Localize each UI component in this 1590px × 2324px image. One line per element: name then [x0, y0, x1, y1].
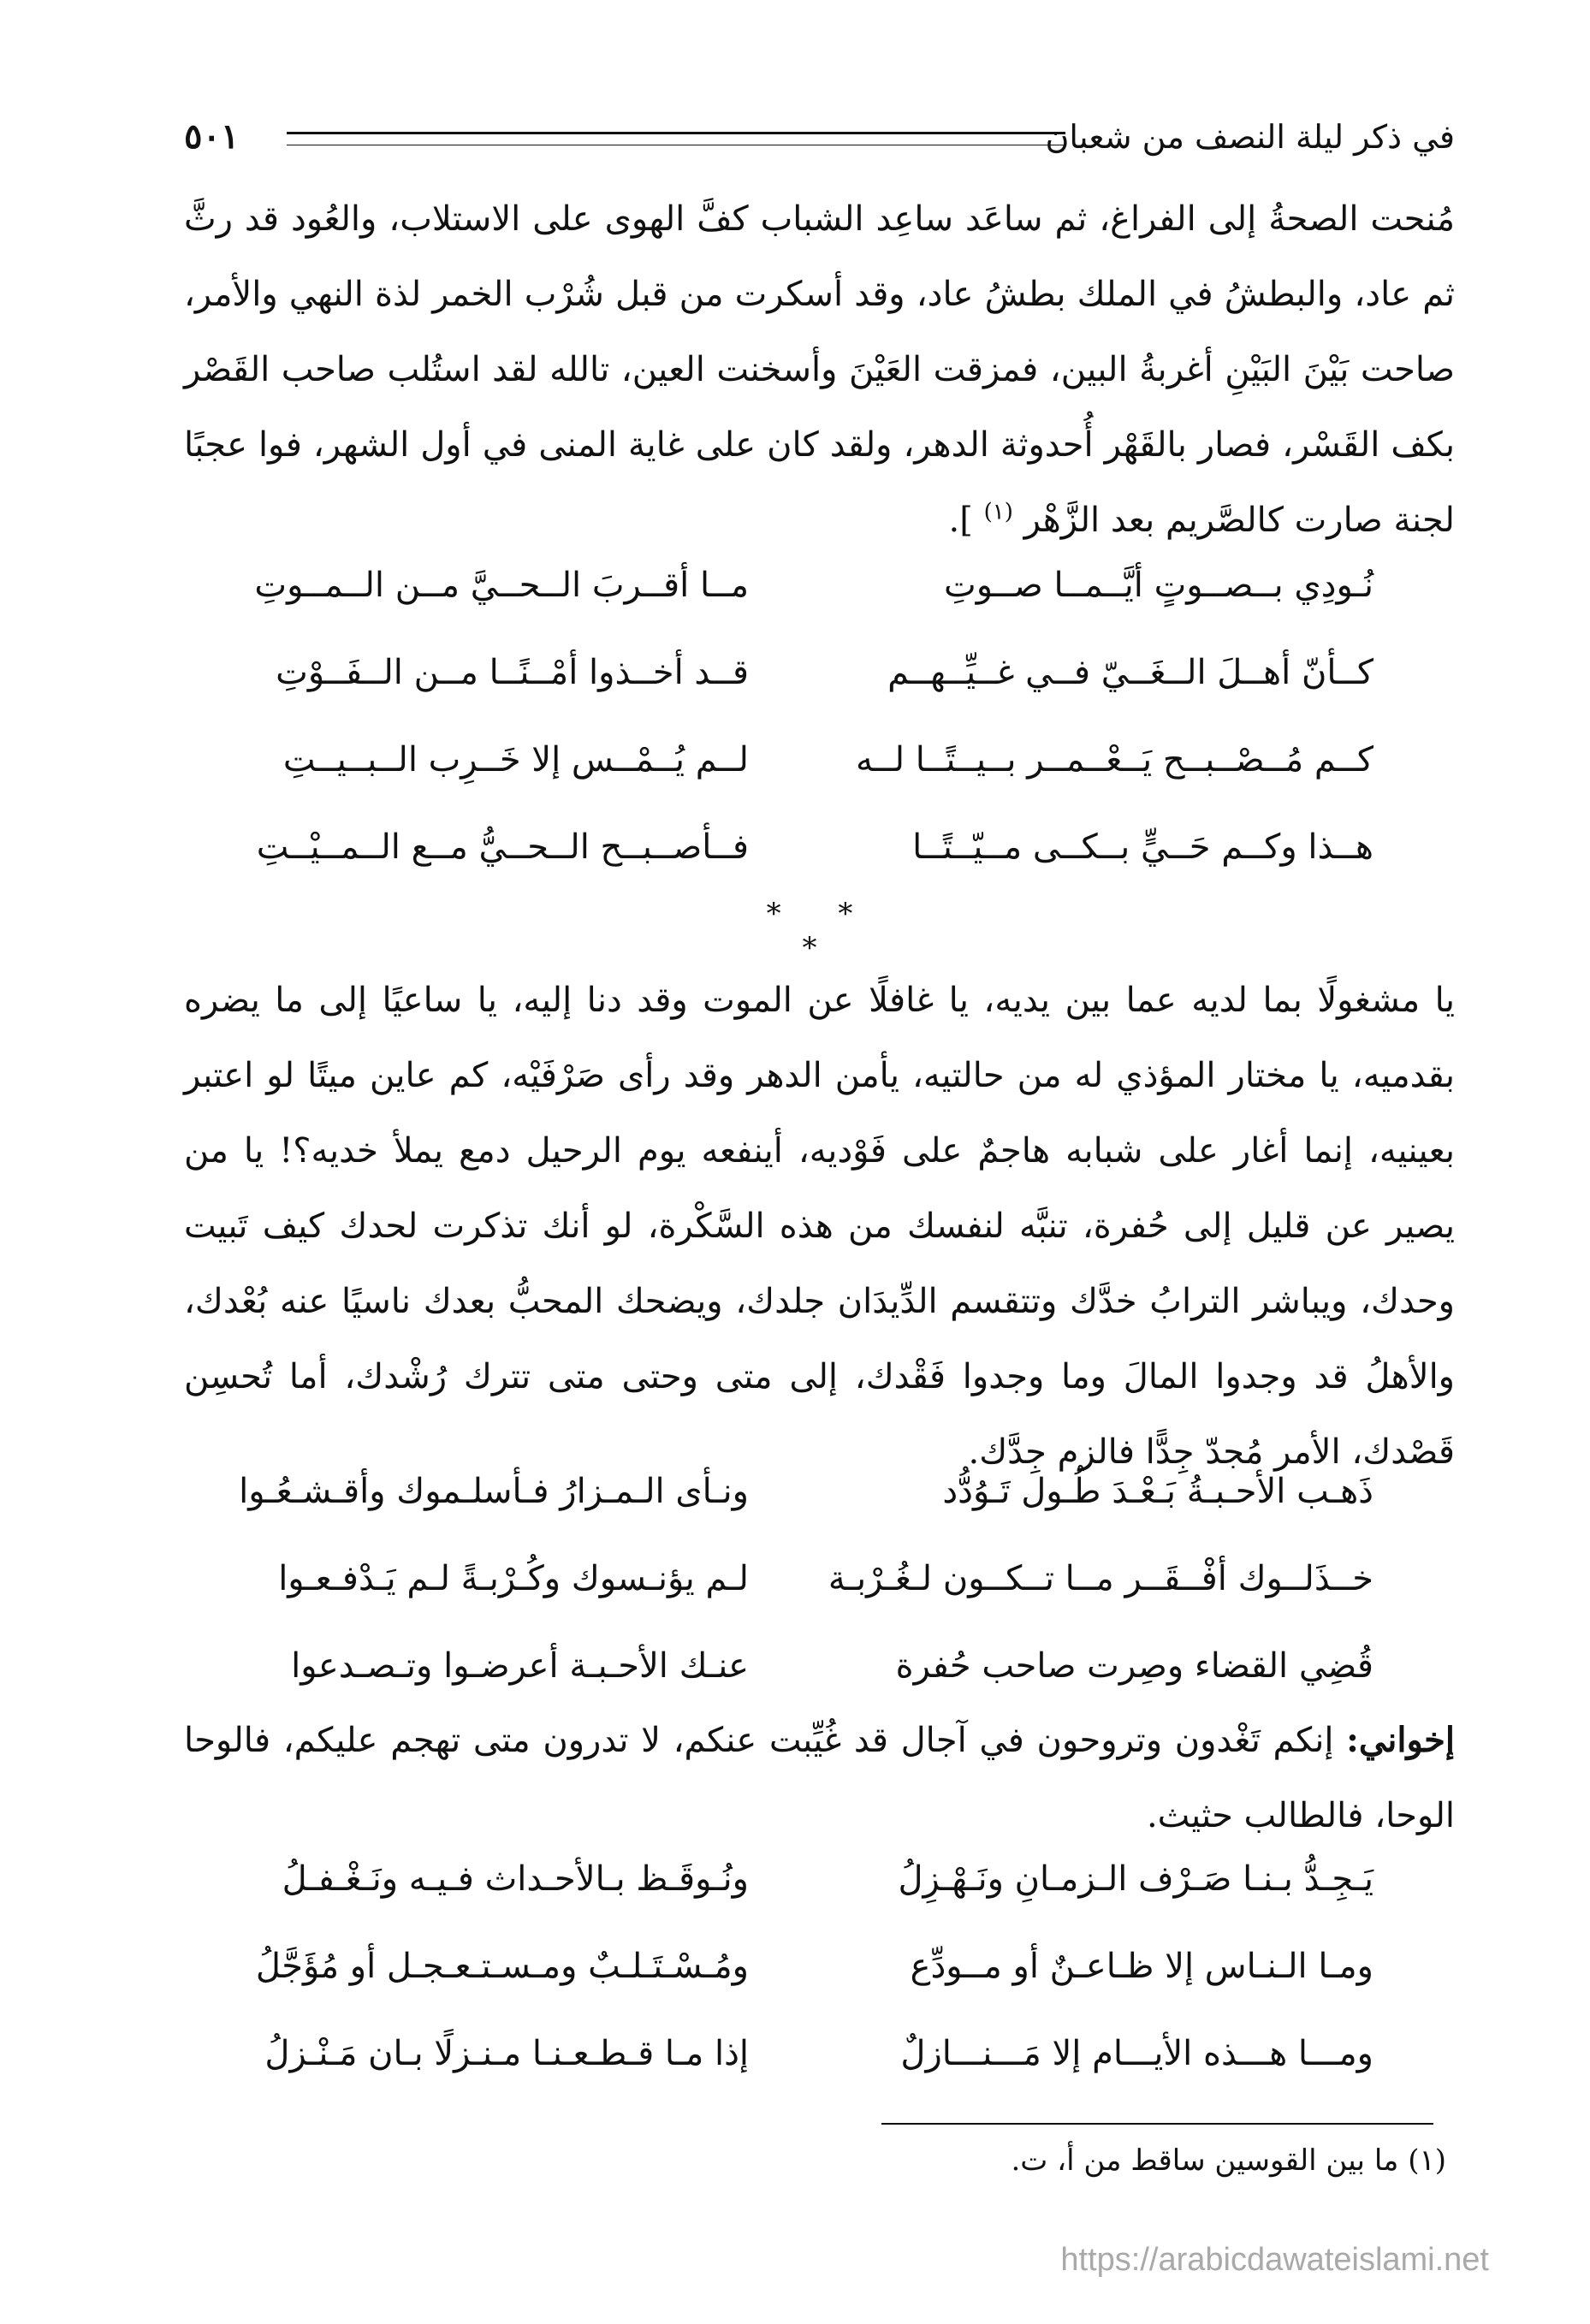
footnote: (١) ما بين القوسين ساقط من أ، ت.	[1011, 2143, 1446, 2178]
first-hemistich: خــذَلــوك أفْــقَــر مــا تــكــون لـغُـرْبـة	[828, 1559, 1373, 1598]
verse-line	[184, 637, 1455, 725]
paragraph-2	[184, 963, 1455, 1490]
verse-line	[184, 1456, 1455, 1544]
header-rule	[287, 132, 1065, 145]
section-separator: * * *	[766, 897, 877, 965]
footnote-rule	[881, 2123, 1433, 2125]
poem-3	[184, 1844, 1455, 2106]
verse-line	[184, 1544, 1455, 1631]
second-hemistich: ونـأى الـمـزارُ فـأسلـموك وأقـشـعُـوا	[239, 1472, 749, 1511]
first-hemistich: هــذا وكــم حَــيٍّ بــكــى مــيّــتًــا	[912, 827, 1373, 867]
paragraph-1-text: مُنحت الصحةُ إلى الفراغ، ثم ساعَد ساعِد الشباب كفَّ الهوى على الاستلاب، والعُود قد رثَّ ثم عاد، والبطشُ في الملك بطشُ عاد، وقد أسكرت من قبل شُرْب الخمر لذة النهي والأمر، صاحت بَيْنَ البَيْنِ أغربةُ البين، فمزقت العَيْنَ وأسخنت العين، تالله لقد استُلب صاحب القَصْر بكف القَسْر، فصار بالقَهْر أُحدوثة الدهر، ولقد كان على غاية المنى في أول الشهر، فوا عجبًا لجنة صارت كالصَّريم بعد الزَّهْر	[184, 199, 1455, 540]
first-hemistich: ذَهـب الأحـبـةُ بَـعْـدَ طُـول تَـوُدُّد	[942, 1472, 1373, 1511]
verse-line	[184, 1844, 1455, 1931]
verse-line	[184, 812, 1455, 899]
second-hemistich: إذا مـا قـطـعـنـا مـنـزلًا بـان مَـنْـزلُ	[264, 2034, 749, 2073]
second-hemistich: قــد أخــذوا أمْــنًــا مــن الــفَــوْتِ	[276, 653, 749, 692]
second-hemistich: لـم يؤنـسوك وكُـرْبـةً لـم يَـدْفـعـوا	[278, 1559, 749, 1598]
bracket-close: ].	[948, 501, 973, 540]
second-hemistich: ونُـوقَـظ بـالأحـداث فـيـه ونَـغْـفـلُ	[282, 1859, 749, 1899]
verse-line	[184, 550, 1455, 637]
second-hemistich: عنـك الأحـبـة أعرضـوا وتـصـدعوا	[291, 1646, 749, 1686]
paragraph-3-lead: إخواني:	[1346, 1720, 1456, 1760]
poem-1	[184, 550, 1455, 899]
verse-line	[184, 2019, 1455, 2106]
chapter-title: في ذكر ليلة النصف من شعبان	[1045, 118, 1455, 156]
first-hemistich: يَـجِـدُّ بـنـا صَـرْف الـزمـانِ ونَـهْـزِلُ	[898, 1859, 1373, 1899]
paragraph-2-text: يا مشغولًا بما لديه عما بين يديه، يا غافلًا عن الموت وقد دنا إليه، يا ساعيًا إلى ما يضره بقدميه، يا مختار المؤذي له من حالتيه، يأمن الدهر وقد رأى صَرْفَيْه، كم عاين ميتًا لو اعتبر بعينيه، إنما أغار على شبابه هاجمٌ على فَوْديه، أينفعه يوم الرحيل دمع يملأ خديه؟! يا من يصير عن قليل إلى حُفرة، تنبَّه لنفسك من هذه السَّكْرة، لو أنك تذكرت لحدك كيف تَبيت وحدك، ويباشر الترابُ خدَّك وتتقسم الدِّيدَان جلدك، ويضحك المحبُّ بعدك ناسيًا عنه بُعْدك، والأهلُ قد وجدوا المالَ وما وجدوا فَقْدك، إلى متى وحتى متى تترك رُشْدك، أما تُحسِن قَصْدك، الأمر مُجدّ جِدًّا فالزم جِدَّك.	[184, 981, 1455, 1472]
first-hemistich: ومـا الـنـاس إلا ظـاعـنٌ أو مــودِّع	[910, 1947, 1373, 1986]
running-header	[184, 111, 1455, 163]
paragraph-3-text: إنكم تَغْدون وتروحون في آجال قد غُيِّبت عنكم، لا تدرون متى تهجم عليكم، فالوحا الوحا، فالطالب حثيث.	[184, 1721, 1455, 1835]
verse-line	[184, 725, 1455, 812]
first-hemistich: كــأنّ أهــلَ الــغَــيّ فــي غــيِّــهــم	[887, 653, 1373, 692]
second-hemistich: فــأصــبــح الــحــيُّ مــع الــمــيْــتِ	[256, 827, 749, 867]
footnote-marker: (١)	[983, 499, 1013, 525]
second-hemistich: مــا أقــربَ الــحــيَّ مــن الــمــوتِ	[254, 566, 749, 605]
first-hemistich: ومـــا هـــذه الأيـــام إلا مَـــنـــازلٌ	[900, 2034, 1373, 2073]
first-hemistich: قُضِي القضاء وصِرت صاحب حُفرة	[895, 1646, 1373, 1686]
paragraph-3	[184, 1703, 1455, 1853]
paragraph-1	[184, 181, 1455, 558]
page-number: ٥٠١	[184, 116, 240, 157]
second-hemistich: ومُـسْـتَـلـبٌ ومـسـتـعـجـل أو مُؤَجَّلُ	[255, 1947, 749, 1986]
first-hemistich: نُـودِي بــصــوتٍ أيَّــمــا صــوتِ	[944, 566, 1373, 605]
first-hemistich: كــم مُــصْــبــح يَــعْــمــر بــيــتًــا لــه	[855, 740, 1373, 780]
poem-2	[184, 1456, 1455, 1718]
second-hemistich: لــم يُــمْــس إلا خَــرِب الــبــيــتِ	[282, 740, 749, 780]
verse-line	[184, 1931, 1455, 2019]
watermark-url: https://arabicdawateislami.net	[1060, 2242, 1489, 2278]
